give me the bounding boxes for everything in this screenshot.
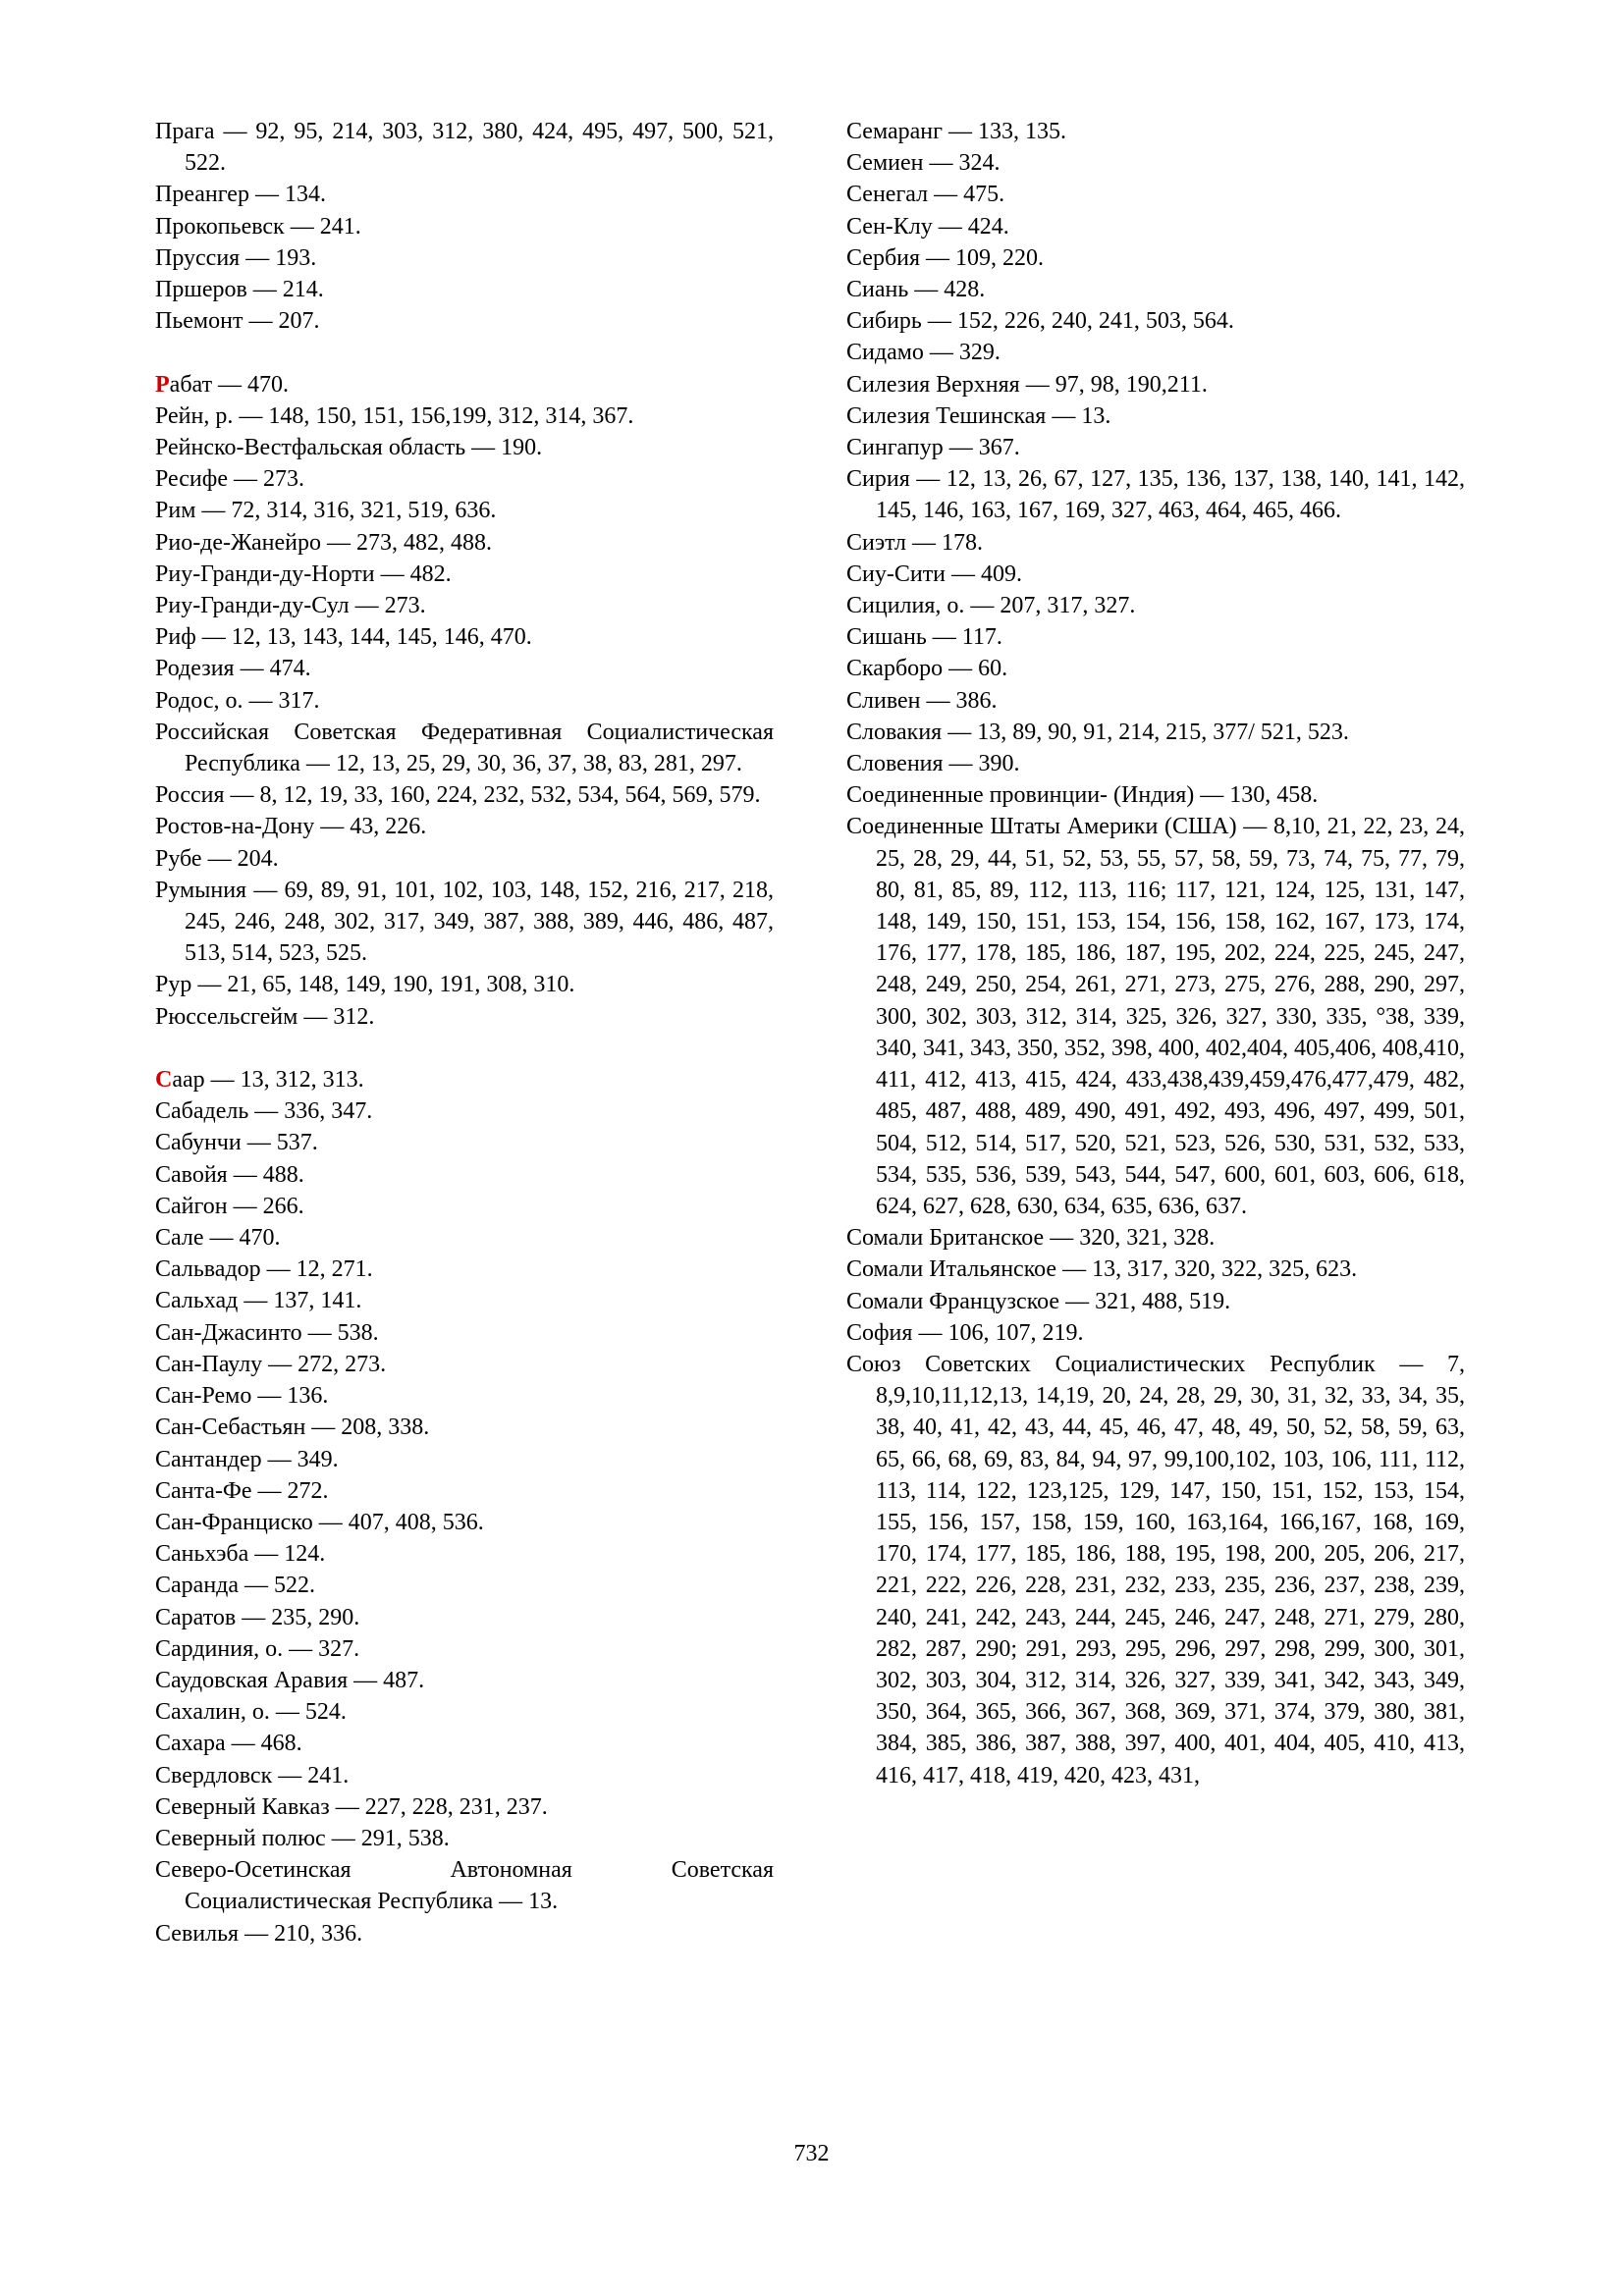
index-entry: [155, 1728, 774, 1759]
index-entry: [155, 211, 774, 242]
index-entry: [846, 1286, 1465, 1317]
index-entry-text: Севилья — 210, 336.: [155, 1920, 363, 1947]
index-entry-text: Сахалин, о. — 524.: [155, 1699, 347, 1726]
index-entry: [846, 400, 1465, 432]
index-entry-text: Прага — 92, 95, 214, 303, 312, 380, 424, 495, 497, 500, 521, 522.: [155, 119, 774, 177]
index-entry: [846, 748, 1465, 779]
index-entry-text: Соединенные Штаты Америки (США) — 8,10, 21, 22, 23, 24, 25, 28, 29, 44, 51, 52, 53, 55, 57, 58, 59, 73, 74, 75, 77, 79, 80, 81, 85, 89, 112, 113, 116; 117, 121, 124, 125, 131, 147, 148, 149, 150, 151, 153, 154, 156, 158, 162, 167, 173, 174, 176, 177, 178, 185, 186, 187, 195, 202, 224, 225, 245, 247, 248, 249, 250, 254, 261, 271, 273, 275, 276, 288, 290, 297, 300, 302, 303, 312, 314, 325, 326, 327, 330, 335, °38, 339, 340, 341, 343, 350, 352, 398, 400, 402,404, 405,406, 408,410, 411, 412, 413, 415, 424, 433,438,439,459,476,477,479, 482, 485, 487, 488, 489, 490, 491, 492, 493, 496, 497, 499, 501, 504, 512, 514, 517, 520, 521, 523, 526, 530, 531, 532, 533, 534, 535, 536, 539, 543, 544, 547, 600, 601, 603, 606, 618, 624, 627, 628, 630, 634, 635, 636, 637.: [846, 814, 1465, 1219]
index-entry-text: Словения — 390.: [846, 751, 1020, 777]
index-entry: [155, 1507, 774, 1538]
index-entry: [846, 590, 1465, 621]
index-entry-text: Сальвадор — 12, 271.: [155, 1256, 373, 1283]
index-entry: [155, 621, 774, 653]
index-entry: [846, 559, 1465, 590]
index-entry: [155, 1064, 774, 1095]
index-entry: [155, 1602, 774, 1633]
index-entry-text: Сале — 470.: [155, 1225, 281, 1252]
index-entry: [155, 1001, 774, 1033]
index-entry: [846, 463, 1465, 526]
index-entry-text: Савойя — 488.: [155, 1161, 304, 1188]
index-entry-text: Соединенные провинции- (Индия) — 130, 458.: [846, 782, 1319, 809]
index-entry: [155, 1285, 774, 1316]
index-entry: [846, 685, 1465, 717]
index-entry-text: абат — 470.: [169, 371, 290, 398]
index-entry-text: Родезия — 474.: [155, 656, 311, 682]
index-entry-text: Сан-Ремо — 136.: [155, 1383, 329, 1410]
index-entry-text: Преангер — 134.: [155, 182, 326, 208]
index-entry: [155, 779, 774, 811]
index-entry-text: Сливен — 386.: [846, 687, 998, 714]
index-entry: [846, 1349, 1465, 1791]
index-entry-text: Силезия Верхняя — 97, 98, 190,211.: [846, 371, 1208, 398]
index-entry-text: Пьемонт — 207.: [155, 308, 320, 335]
index-entry-text: Сан-Джасинто — 538.: [155, 1319, 379, 1346]
index-entry: [155, 1380, 774, 1412]
index-entry: [155, 1538, 774, 1570]
index-entry: [155, 653, 774, 684]
page-number: 732: [793, 2141, 830, 2166]
index-entry-text: Силезия Тешинская — 13.: [846, 402, 1111, 429]
index-entry: [155, 400, 774, 432]
index-entry-text: Сабадель — 336, 347.: [155, 1098, 373, 1125]
index-entry: [155, 116, 774, 179]
index-entry-text: Риф — 12, 13, 143, 144, 145, 146, 470.: [155, 624, 532, 651]
index-entry: [846, 527, 1465, 559]
index-entry-text: Сиань — 428.: [846, 277, 986, 303]
index-entry: [155, 305, 774, 337]
index-entry: [155, 1444, 774, 1475]
index-entry-text: Саратов — 235, 290.: [155, 1604, 360, 1630]
index-entry: [846, 621, 1465, 653]
index-entry: [846, 1254, 1465, 1285]
index-entry: [846, 274, 1465, 305]
index-entry-text: Ростов-на-Дону — 43, 226.: [155, 814, 427, 840]
index-entry-text: Сальхад — 137, 141.: [155, 1288, 362, 1314]
index-entry-text: Сайгон — 266.: [155, 1193, 304, 1219]
index-entry: [846, 337, 1465, 368]
index-entry-text: Родос, о. — 317.: [155, 687, 320, 714]
index-entry: [155, 1317, 774, 1349]
index-entry-text: Сишань — 117.: [846, 624, 1002, 651]
index-entry-text: Сантандер — 349.: [155, 1446, 339, 1472]
index-entry-text: Сидамо — 329.: [846, 340, 1001, 366]
index-entry: [846, 432, 1465, 463]
index-entry-text: Сабунчи — 537.: [155, 1130, 318, 1156]
index-entry: [155, 1854, 774, 1917]
index-entry: [155, 179, 774, 210]
index-entry: [155, 1633, 774, 1665]
index-entry-text: Рубе — 204.: [155, 845, 279, 872]
index-entry-text: Рейнско-Вестфальская область — 190.: [155, 435, 543, 461]
index-entry-text: Сомали Французское — 321, 488, 519.: [846, 1288, 1231, 1314]
index-entry: [155, 1127, 774, 1158]
section-letter: С: [155, 1067, 173, 1094]
index-entry-text: Риу-Гранди-ду-Норти — 482.: [155, 561, 452, 587]
index-entry: [155, 875, 774, 970]
index-entry-text: Сан-Франциско — 407, 408, 536.: [155, 1509, 484, 1535]
index-entry: [155, 1665, 774, 1696]
index-entry-text: Семаранг — 133, 135.: [846, 119, 1066, 144]
index-entry: [155, 1159, 774, 1191]
index-entry: [155, 1191, 774, 1222]
index-entry: [155, 969, 774, 1000]
index-entry: [155, 1349, 774, 1380]
index-entry: [846, 779, 1465, 811]
index-entry-text: Румыния — 69, 89, 91, 101, 102, 103, 148, 152, 216, 217, 218, 245, 246, 248, 302, 317, 349, 387, 388, 389, 446, 486, 487, 513, 514, 523, 525.: [155, 877, 774, 967]
index-entry-text: Рур — 21, 65, 148, 149, 190, 191, 308, 310.: [155, 972, 575, 998]
index-entry: [155, 1791, 774, 1823]
index-entry: [155, 1095, 774, 1127]
index-entry-text: Саудовская Аравия — 487.: [155, 1667, 425, 1693]
index-entry-text: Сенегал — 475.: [846, 182, 1005, 208]
index-entry-text: Пршеров — 214.: [155, 277, 324, 303]
index-entry: [846, 1222, 1465, 1254]
index-entry: [846, 147, 1465, 179]
section-letter: Р: [155, 371, 170, 398]
index-entry-text: Сиэтл — 178.: [846, 529, 984, 556]
index-entry: [155, 559, 774, 590]
index-entry: [155, 1918, 774, 1949]
index-entry-text: Санта-Фе — 272.: [155, 1477, 329, 1504]
index-entry-text: Саранда — 522.: [155, 1573, 316, 1599]
index-entry-text: Российская Советская Федеративная Социалистическая Республика — 12, 13, 25, 29, 30, 36, 37, 38, 83, 281, 297.: [155, 719, 774, 777]
index-entry-text: Скарборо — 60.: [846, 656, 1008, 682]
index-entry-text: Северный Кавказ — 227, 228, 231, 237.: [155, 1793, 548, 1820]
index-entry: [155, 590, 774, 621]
index-entry-text: Северный полюс — 291, 538.: [155, 1825, 450, 1851]
index-entry: [846, 653, 1465, 684]
index-entry: [846, 211, 1465, 242]
index-entry: [846, 1317, 1465, 1349]
index-entry-text: Прокопьевск — 241.: [155, 213, 361, 240]
index-entry-text: аар — 13, 312, 313.: [172, 1067, 364, 1094]
index-entry: [846, 369, 1465, 400]
index-entry-text: Риу-Гранди-ду-Сул — 273.: [155, 593, 426, 619]
index-entry: [846, 811, 1465, 1222]
index-entry: [155, 1696, 774, 1728]
index-entry: [155, 685, 774, 717]
index-entry-text: Сирия — 12, 13, 26, 67, 127, 135, 136, 137, 138, 140, 141, 142, 145, 146, 163, 167, 169, 327, 463, 464, 465, 466.: [846, 466, 1465, 524]
index-entry-text: София — 106, 107, 219.: [846, 1319, 1084, 1346]
index-entry: [155, 1760, 774, 1791]
index-entry-text: Сицилия, о. — 207, 317, 327.: [846, 593, 1136, 619]
index-entry: [155, 1475, 774, 1507]
index-entry: [155, 463, 774, 495]
index-column-left: [155, 116, 774, 1949]
index-entry-text: Пруссия — 193.: [155, 244, 317, 271]
index-entry-text: Саньхэба — 124.: [155, 1541, 326, 1568]
index-entry-text: Союз Советских Социалистических Республик — 7, 8,9,10,11,12,13, 14,19, 20, 24, 28, 29, 30, 31, 32, 33, 34, 35, 38, 40, 41, 42, 43, 44, 45, 46, 47, 48, 49, 50, 52, 58, 59, 63, 65, 66, 68, 69, 83, 84, 94, 97, 99,100,102, 103, 106, 111, 112, 113, 114, 122, 123,125, 129, 147, 150, 151, 152, 153, 154, 155, 156, 157, 158, 159, 160, 163,164, 166,167, 168, 169, 170, 174, 177, 185, 186, 188, 195, 198, 200, 205, 206, 217, 221, 222, 226, 228, 231, 232, 233, 235, 236, 237, 238, 239, 240, 241, 242, 243, 244, 245, 246, 247, 248, 271, 279, 280, 282, 287, 290; 291, 293, 295, 296, 297, 298, 299, 300, 301, 302, 303, 304, 312, 314, 326, 327, 339, 341, 342, 343, 349, 350, 364, 365, 366, 367, 368, 369, 371, 374, 379, 380, 381, 384, 385, 386, 387, 388, 397, 400, 401, 404, 405, 410, 413, 416, 417, 418, 419, 420, 423, 431,: [846, 1351, 1465, 1789]
index-entry-text: Словакия — 13, 89, 90, 91, 214, 215, 377/ 521, 523.: [846, 719, 1349, 745]
index-entry: [155, 811, 774, 842]
index-entry-text: Сардиния, о. — 327.: [155, 1635, 360, 1662]
index-entry-text: Россия — 8, 12, 19, 33, 160, 224, 232, 532, 534, 564, 569, 579.: [155, 782, 761, 809]
index-entry-text: Ресифе — 273.: [155, 466, 304, 493]
index-entry-text: Свердловск — 241.: [155, 1762, 350, 1789]
index-entry-text: Сингапур — 367.: [846, 435, 1020, 461]
index-entry: [155, 495, 774, 526]
index-entry-text: Сербия — 109, 220.: [846, 244, 1045, 271]
index-entry: [155, 242, 774, 274]
index-entry-text: Сан-Себастьян — 208, 338.: [155, 1415, 430, 1441]
index-entry-text: Северо-Осетинская Автономная Советская Социалистическая Республика — 13.: [155, 1857, 774, 1915]
index-entry-text: Сомали Британское — 320, 321, 328.: [846, 1225, 1216, 1252]
index-entry: [155, 432, 774, 463]
index-entry: [155, 1823, 774, 1854]
index-entry: [155, 1570, 774, 1601]
index-entry: [846, 717, 1465, 748]
index-entry: [846, 179, 1465, 210]
index-entry: [155, 1254, 774, 1285]
index-entry: [846, 305, 1465, 337]
index-entry-text: Сиу-Сити — 409.: [846, 561, 1023, 587]
index-entry-text: Сен-Клу — 424.: [846, 213, 1009, 240]
index-entry-text: Сахара — 468.: [155, 1731, 302, 1757]
index-entry: [155, 843, 774, 875]
index-entry-text: Сан-Паулу — 272, 273.: [155, 1351, 387, 1377]
index-entry: [155, 1412, 774, 1443]
index-entry-text: Рио-де-Жанейро — 273, 482, 488.: [155, 529, 492, 556]
index-entry-text: Рюссельсгейм — 312.: [155, 1003, 375, 1030]
index-entry-text: Рейн, р. — 148, 150, 151, 156,199, 312, 314, 367.: [155, 402, 634, 429]
index-entry-text: Рим — 72, 314, 316, 321, 519, 636.: [155, 498, 497, 524]
index-entry-text: Семиен — 324.: [846, 150, 1001, 177]
index-column-right: [846, 116, 1465, 1791]
index-entry-text: Сибирь — 152, 226, 240, 241, 503, 564.: [846, 308, 1234, 335]
index-entry: [155, 527, 774, 559]
index-entry: [155, 717, 774, 779]
index-entry: [155, 1222, 774, 1254]
section-gap: [155, 1033, 774, 1064]
index-entry: [155, 369, 774, 400]
index-entry: [846, 116, 1465, 147]
index-entry: [846, 242, 1465, 274]
section-gap: [155, 337, 774, 368]
index-entry: [155, 274, 774, 305]
index-entry-text: Сомали Итальянское — 13, 317, 320, 322, 325, 623.: [846, 1256, 1358, 1283]
